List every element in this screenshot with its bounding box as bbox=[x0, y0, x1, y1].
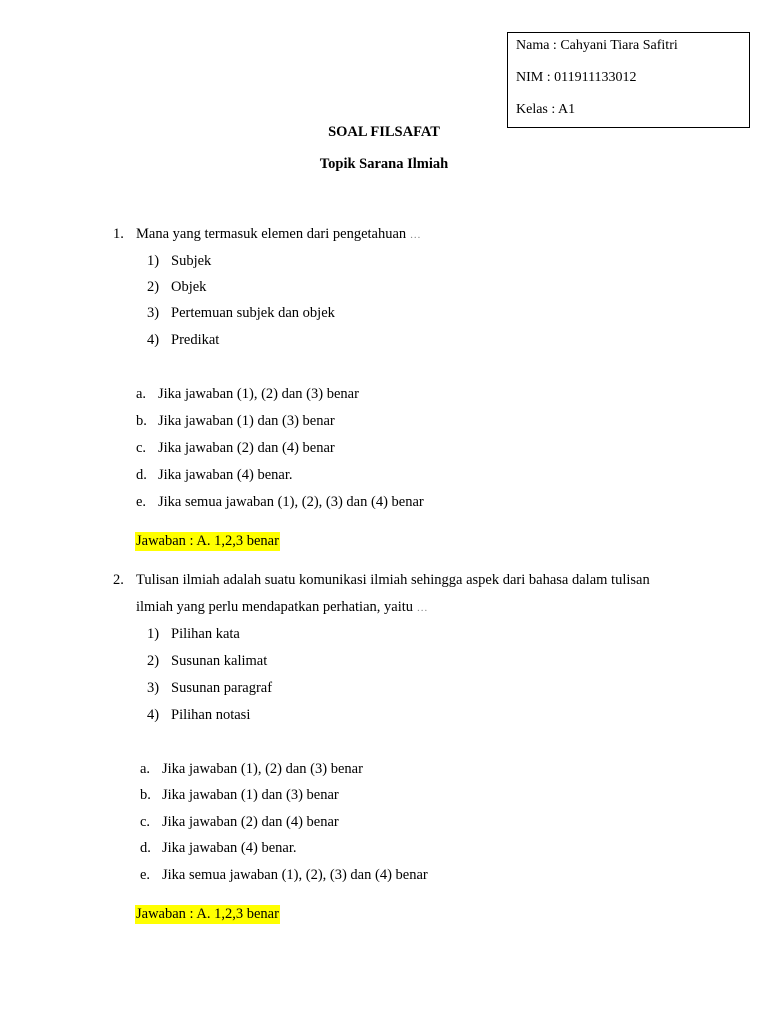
item-number: 4) bbox=[147, 707, 160, 723]
option-text: Jika jawaban (4) benar. bbox=[158, 467, 293, 483]
answer-highlight: Jawaban : A. 1,2,3 benar bbox=[136, 533, 279, 549]
item-number: 3) bbox=[147, 305, 160, 321]
question-text-line: Tulisan ilmiah adalah suatu komunikasi ilmiah sehingga aspek dari bahasa dalam tulisan bbox=[136, 572, 650, 588]
item-number: 4) bbox=[147, 332, 160, 348]
question-text bbox=[136, 599, 429, 616]
option-text: Jika semua jawaban (1), (2), (3) dan (4) benar bbox=[158, 494, 424, 510]
ellipsis: … bbox=[416, 602, 429, 614]
student-class: Kelas : A1 bbox=[516, 102, 576, 117]
option-letter: d. bbox=[140, 840, 151, 856]
item-text: Susunan paragraf bbox=[171, 680, 273, 696]
item-text: Predikat bbox=[171, 332, 220, 348]
item-number: 2) bbox=[147, 279, 160, 295]
option-text: Jika jawaban (2) dan (4) benar bbox=[162, 814, 339, 830]
student-name: Nama : Cahyani Tiara Safitri bbox=[516, 38, 678, 53]
option-letter: e. bbox=[136, 494, 147, 510]
item-text: Susunan kalimat bbox=[171, 653, 268, 669]
option-letter: e. bbox=[140, 867, 151, 883]
option-text: Jika semua jawaban (1), (2), (3) dan (4) benar bbox=[162, 867, 428, 883]
answer-highlight: Jawaban : A. 1,2,3 benar bbox=[136, 906, 279, 922]
option-letter: a. bbox=[140, 761, 151, 777]
option-text: Jika jawaban (4) benar. bbox=[162, 840, 297, 856]
question-text bbox=[136, 226, 422, 243]
question-text-line: ilmiah yang perlu mendapatkan perhatian, yaitu bbox=[136, 599, 414, 615]
item-number: 1) bbox=[147, 253, 160, 269]
option-letter: d. bbox=[136, 467, 147, 483]
item-number: 1) bbox=[147, 626, 160, 642]
option-letter: b. bbox=[140, 787, 151, 803]
item-text: Pilihan kata bbox=[171, 626, 240, 642]
option-letter: c. bbox=[136, 440, 147, 456]
question-number: 2. bbox=[113, 572, 124, 588]
option-letter: c. bbox=[140, 814, 151, 830]
student-info-box bbox=[507, 32, 750, 128]
item-text: Pilihan notasi bbox=[171, 707, 251, 723]
option-text: Jika jawaban (1) dan (3) benar bbox=[158, 413, 335, 429]
question-text-line: Mana yang termasuk elemen dari pengetahuan bbox=[136, 226, 407, 242]
item-text: Objek bbox=[171, 279, 207, 295]
question-number: 1. bbox=[113, 226, 124, 242]
item-text: Subjek bbox=[171, 253, 212, 269]
option-letter: b. bbox=[136, 413, 147, 429]
page-title: SOAL FILSAFAT bbox=[328, 124, 440, 140]
item-number: 2) bbox=[147, 653, 160, 669]
option-text: Jika jawaban (2) dan (4) benar bbox=[158, 440, 335, 456]
option-letter: a. bbox=[136, 386, 147, 402]
item-text: Pertemuan subjek dan objek bbox=[171, 305, 335, 321]
page-subtitle: Topik Sarana Ilmiah bbox=[319, 156, 449, 172]
option-text: Jika jawaban (1) dan (3) benar bbox=[162, 787, 339, 803]
ellipsis: … bbox=[409, 229, 422, 241]
option-text: Jika jawaban (1), (2) dan (3) benar bbox=[158, 386, 359, 402]
option-text: Jika jawaban (1), (2) dan (3) benar bbox=[162, 761, 363, 777]
item-number: 3) bbox=[147, 680, 160, 696]
student-nim: NIM : 011911133012 bbox=[516, 70, 637, 85]
